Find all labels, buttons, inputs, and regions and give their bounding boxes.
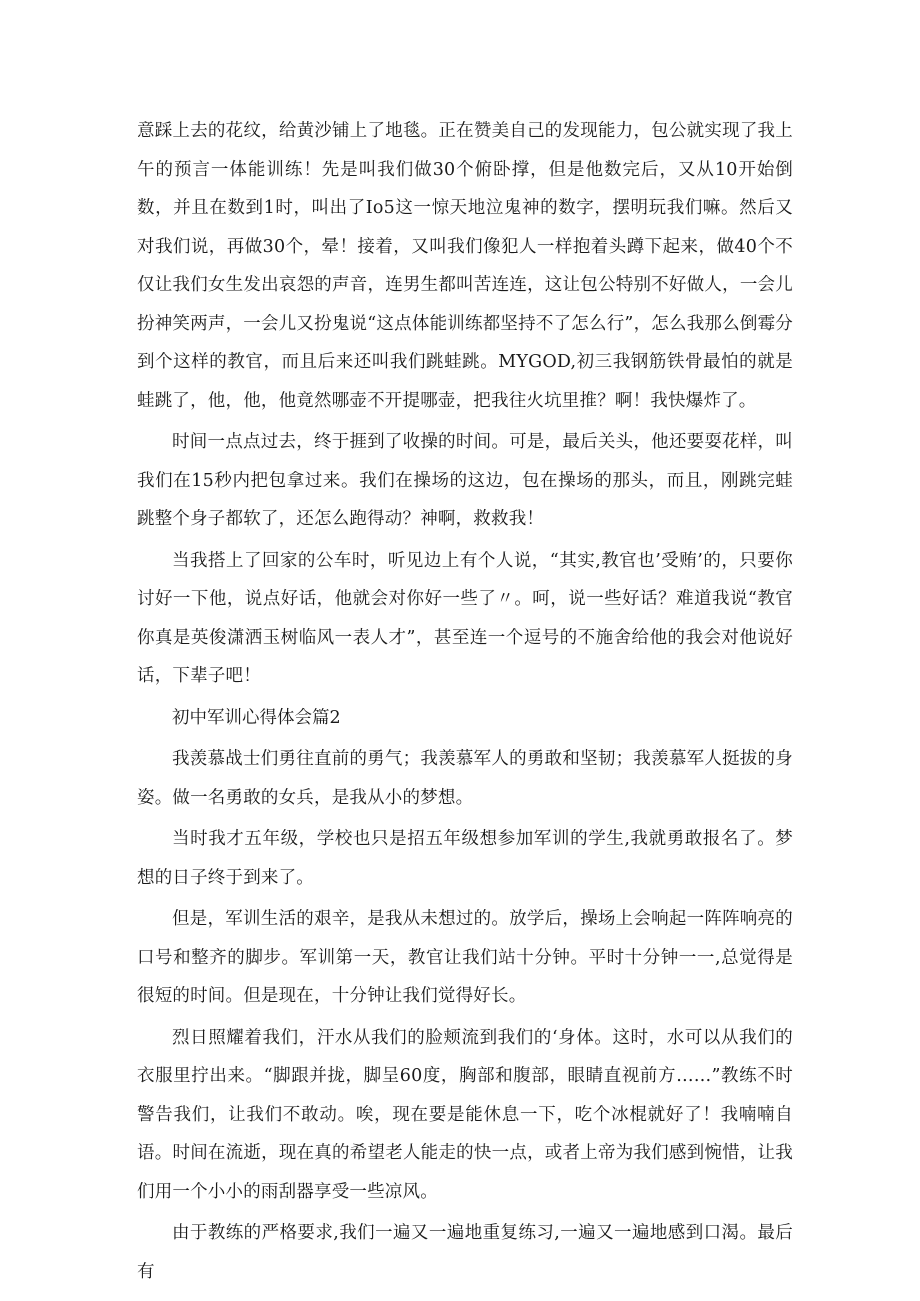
paragraph-sunshine: 烈日照耀着我们，汗水从我们的脸颊流到我们的‘身体。这时，水可以从我们的衣服里拧出来。“脚跟并拢，脚呈60度，胸部和腹部，眼睛直视前方……”教练不时警告我们，让我们不敢动。唉，现在要是能休息一下，吃个冰棍就好了！我喃喃自语。时间在流逝，现在真的希望老人能走的快一点，或者上帝为我们感到惋惜，让我们用一个小小的雨刮器享受一些凉风。 (137, 1027, 793, 1202)
section-heading: 初中军训心得体会篇2 (172, 707, 341, 728)
paragraph-continued: 意踩上去的花纹，给黄沙铺上了地毯。正在赞美自己的发现能力，包公就实现了我上午的预言一体能训练！先是叫我们做30个俯卧撑，但是他数完后，又从10开始倒数，并且在数到1时，叫出了Io5这一惊天地泣鬼神的数字，摆明玩我们嘛。然后又对我们说，再做30个，晕！接着，又叫我们像犯人一样抱着头蹲下起来，做40个不仅让我们女生发出哀怨的声音，连男生都叫苦连连，这让包公特别不好做人，一会儿扮神笑两声，一会儿又扮鬼说“这点体能训练都坚持不了怎么行”，怎么我那么倒霉分到个这样的教官，而且后来还叫我们跳蛙跳。MYGOD,初三我钢筋铁骨最怕的就是蛙跳了，他，他，他竟然哪壶不开提哪壶，把我往火坑里推？啊！我快爆炸了。 (137, 121, 793, 411)
document-page (137, 112, 793, 1291)
paragraph-admiration: 我羡慕战士们勇往直前的勇气；我羡慕军人的勇敢和坚韧；我羡慕军人挺拔的身姿。做一名勇敢的女兵，是我从小的梦想。 (137, 749, 793, 808)
paragraph-bus-ride: 当我搭上了回家的公车时，听见边上有个人说，“其实,教官也’受贿’的，只要你讨好一下他，说点好话，他就会对你好一些了〃。呵，说一些好话？难道我说“教官你真是英俊潇洒玉树临风一表人才”，甚至连一个逗号的不施舍给他的我会对他说好话，下辈子吧！ (137, 550, 793, 686)
paragraph-time-passing: 时间一点点过去，终于捱到了收操的时间。可是，最后关头，他还要耍花样，叫我们在15秒内把包拿过来。我们在操场的这边，包在操场的那头，而且，刚跳完蛙跳整个身子都软了，还怎么跑得动？神啊，救救我！ (137, 432, 793, 529)
paragraph-strict-coach: 由于教练的严格要求,我们一遍又一遍地重复练习,一遍又一遍地感到口渴。最后有 (137, 1223, 793, 1282)
paragraph-hardship: 但是，军训生活的艰辛，是我从未想过的。放学后，操场上会响起一阵阵响亮的口号和整齐的脚步。军训第一天，教官让我们站十分钟。平时十分钟一一,总觉得是很短的时间。但是现在，十分钟让我们觉得好长。 (137, 909, 793, 1006)
paragraph-fifth-grade: 当时我才五年级，学校也只是招五年级想参加军训的学生,我就勇敢报名了。梦想的日子终于到来了。 (137, 829, 793, 888)
